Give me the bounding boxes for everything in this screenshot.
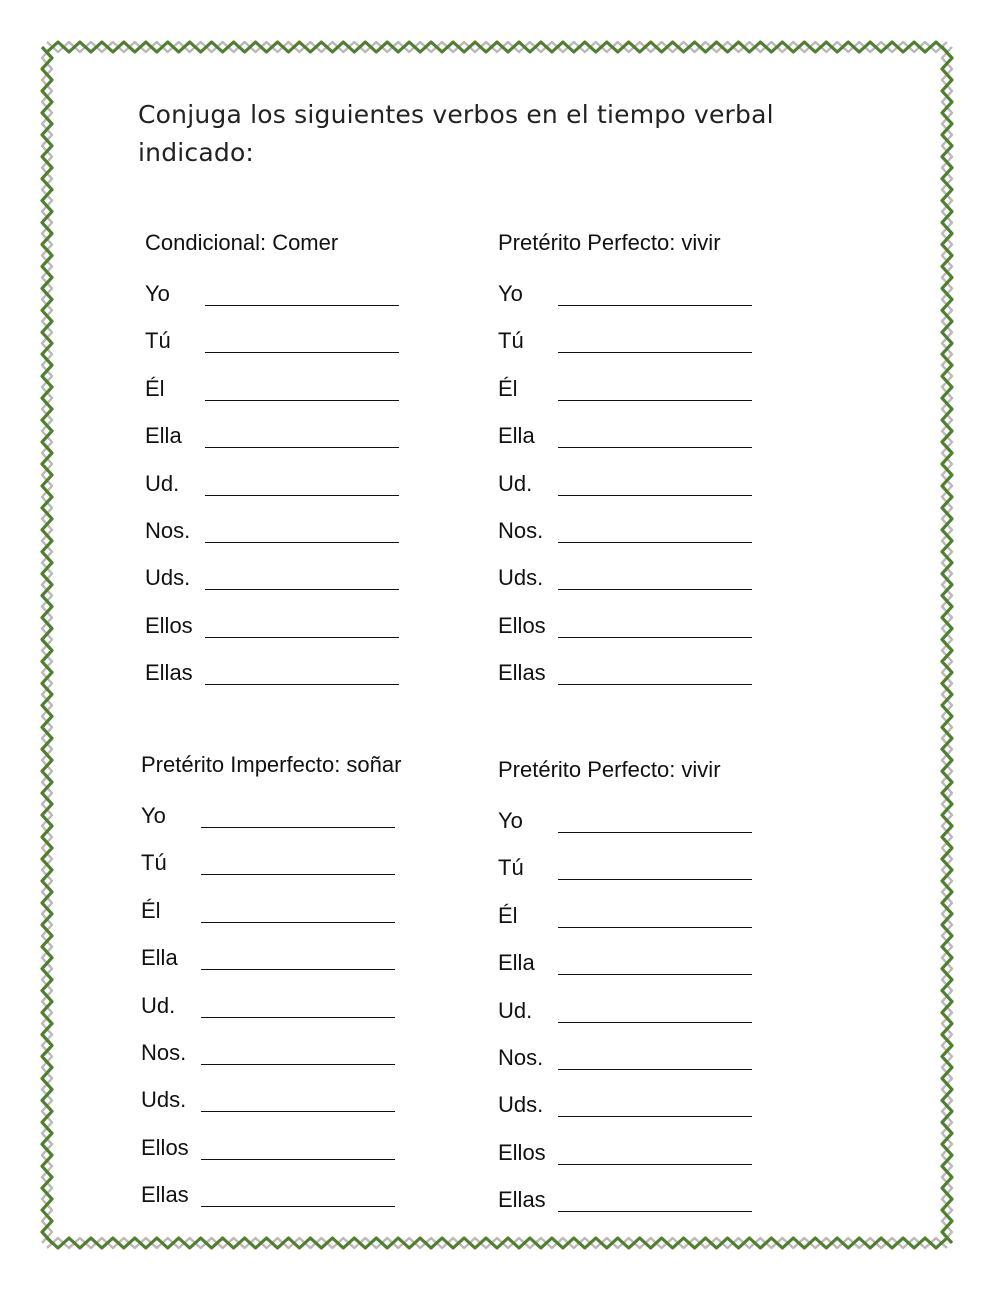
- section-title: Pretérito Perfecto: vivir: [498, 757, 721, 782]
- pronoun-label: Ella: [498, 950, 535, 976]
- pronoun-label: Ud.: [498, 470, 533, 496]
- answer-blank[interactable]: [558, 495, 752, 496]
- conjugation-row-ella: [145, 417, 475, 464]
- border-zigzag-segment: [942, 47, 952, 1243]
- conjugation-row-nos: [141, 1034, 471, 1081]
- answer-blank[interactable]: [558, 305, 752, 306]
- conjugation-row-nos: [145, 512, 475, 559]
- pronoun-label: Yo: [498, 808, 523, 833]
- answer-blank[interactable]: [205, 495, 399, 496]
- answer-blank[interactable]: [201, 1206, 395, 1207]
- conjugation-row-ellas: [145, 654, 475, 701]
- pronoun-label: Ellas: [498, 1187, 546, 1213]
- answer-blank[interactable]: [205, 589, 399, 590]
- answer-blank[interactable]: [201, 922, 395, 923]
- conjugation-row-nos: [498, 512, 828, 559]
- pronoun-label: Nos.: [498, 1044, 544, 1070]
- conjugation-row-el: [141, 892, 471, 939]
- conjugation-row-ud: [145, 465, 475, 512]
- answer-blank[interactable]: [201, 874, 395, 875]
- section-preterito-perfecto-vivir-2: [498, 755, 828, 1229]
- conjugation-row-uds: [141, 1081, 471, 1128]
- conjugation-row-ellas: [498, 1181, 828, 1228]
- answer-blank[interactable]: [201, 1159, 395, 1160]
- conjugation-row-yo: [141, 797, 471, 844]
- conjugation-row-el: [498, 897, 828, 944]
- pronoun-label: Él: [498, 375, 518, 401]
- pronoun-label: Ellas: [498, 660, 546, 686]
- conjugation-row-ellos: [141, 1129, 471, 1176]
- answer-blank[interactable]: [558, 447, 752, 448]
- instructions-heading: Conjuga los siguientes verbos en el tiempo verbal indicado:: [138, 100, 774, 167]
- conjugation-row-ellas: [141, 1176, 471, 1223]
- pronoun-label: Yo: [141, 803, 166, 828]
- pronoun-label: Ella: [141, 945, 178, 971]
- conjugation-row-yo: [498, 275, 828, 322]
- answer-blank[interactable]: [558, 1069, 752, 1070]
- border-zigzag-segment: [42, 47, 52, 1243]
- pronoun-label: Ella: [498, 423, 535, 449]
- pronoun-label: Nos.: [145, 517, 191, 543]
- pronoun-label: Ella: [145, 423, 182, 449]
- pronoun-label: Ellos: [498, 1139, 546, 1165]
- pronoun-label: Tú: [498, 328, 524, 354]
- answer-blank[interactable]: [558, 832, 752, 833]
- pronoun-label: Uds.: [141, 1087, 187, 1113]
- answer-blank[interactable]: [558, 1164, 752, 1165]
- conjugation-row-uds: [498, 559, 828, 606]
- conjugation-row-yo: [498, 802, 828, 849]
- conjugation-row-ud: [498, 992, 828, 1039]
- answer-blank[interactable]: [558, 542, 752, 543]
- answer-blank[interactable]: [201, 1064, 395, 1065]
- answer-blank[interactable]: [205, 352, 399, 353]
- pronoun-label: Tú: [141, 850, 167, 876]
- conjugation-row-ella: [141, 939, 471, 986]
- section-title: Pretérito Perfecto: vivir: [498, 230, 721, 255]
- answer-blank[interactable]: [558, 974, 752, 975]
- answer-blank[interactable]: [201, 969, 395, 970]
- conjugation-row-ella: [498, 944, 828, 991]
- conjugation-row-ud: [141, 987, 471, 1034]
- answer-blank[interactable]: [558, 352, 752, 353]
- pronoun-label: Yo: [145, 281, 170, 306]
- answer-blank[interactable]: [205, 542, 399, 543]
- pronoun-label: Uds.: [498, 565, 544, 591]
- pronoun-label: Ellas: [145, 660, 193, 686]
- section-preterito-perfecto-vivir-1: [498, 228, 828, 702]
- conjugation-row-uds: [498, 1086, 828, 1133]
- conjugation-row-uds: [145, 559, 475, 606]
- answer-blank[interactable]: [201, 1111, 395, 1112]
- answer-blank[interactable]: [558, 879, 752, 880]
- answer-blank[interactable]: [205, 305, 399, 306]
- conjugation-row-nos: [498, 1039, 828, 1086]
- answer-blank[interactable]: [558, 589, 752, 590]
- conjugation-row-tu: [141, 844, 471, 891]
- answer-blank[interactable]: [558, 1022, 752, 1023]
- pronoun-label: Ellos: [145, 612, 193, 638]
- answer-blank[interactable]: [201, 1017, 395, 1018]
- pronoun-label: Nos.: [498, 517, 544, 543]
- section-title: Condicional: Comer: [145, 230, 339, 255]
- pronoun-label: Ellos: [498, 612, 546, 638]
- conjugation-row-ellas: [498, 654, 828, 701]
- answer-blank[interactable]: [558, 637, 752, 638]
- conjugation-row-ud: [498, 465, 828, 512]
- pronoun-label: Nos.: [141, 1039, 187, 1065]
- pronoun-label: Ellos: [141, 1134, 189, 1160]
- answer-blank[interactable]: [205, 447, 399, 448]
- pronoun-label: Ud.: [141, 992, 176, 1018]
- answer-blank[interactable]: [205, 637, 399, 638]
- conjugation-row-tu: [498, 849, 828, 896]
- answer-blank[interactable]: [205, 400, 399, 401]
- answer-blank[interactable]: [201, 827, 395, 828]
- section-preterito-imperfecto-sonar: [141, 750, 471, 1224]
- answer-blank[interactable]: [558, 684, 752, 685]
- answer-blank[interactable]: [558, 927, 752, 928]
- conjugation-row-ellos: [498, 1134, 828, 1181]
- answer-blank[interactable]: [558, 1211, 752, 1212]
- pronoun-label: Uds.: [498, 1092, 544, 1118]
- pronoun-label: Él: [145, 375, 165, 401]
- pronoun-label: Ud.: [145, 470, 180, 496]
- conjugation-row-tu: [498, 322, 828, 369]
- pronoun-label: Ellas: [141, 1182, 189, 1208]
- pronoun-label: Tú: [498, 855, 524, 881]
- answer-blank[interactable]: [558, 400, 752, 401]
- conjugation-row-ellos: [498, 607, 828, 654]
- conjugation-row-el: [145, 370, 475, 417]
- conjugation-row-ella: [498, 417, 828, 464]
- conjugation-row-tu: [145, 322, 475, 369]
- conjugation-row-yo: [145, 275, 475, 322]
- section-title: Pretérito Imperfecto: soñar: [141, 752, 402, 777]
- pronoun-label: Él: [141, 897, 161, 923]
- section-condicional-comer: [145, 228, 475, 702]
- pronoun-label: Uds.: [145, 565, 191, 591]
- answer-blank[interactable]: [558, 1116, 752, 1117]
- conjugation-row-el: [498, 370, 828, 417]
- conjugation-row-ellos: [145, 607, 475, 654]
- answer-blank[interactable]: [205, 684, 399, 685]
- pronoun-label: Ud.: [498, 997, 533, 1023]
- pronoun-label: Yo: [498, 281, 523, 306]
- pronoun-label: Tú: [145, 328, 171, 354]
- pronoun-label: Él: [498, 902, 518, 928]
